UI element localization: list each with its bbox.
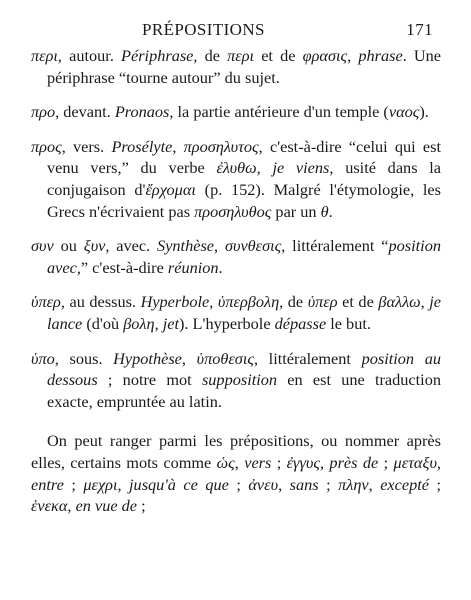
closing-text: ; (428, 474, 441, 494)
greek-word: ἔρχομαι (145, 179, 196, 199)
greek-word: βαλλω (378, 292, 421, 312)
entry-text: , devant. (55, 102, 115, 122)
italic-text: jusqu'à ce que (129, 474, 229, 494)
entry-hyper (31, 291, 441, 334)
greek-word: μεχρι (83, 474, 118, 494)
entry-term: Hypothèse (113, 348, 182, 368)
entry-text: , la partie antérieure d'un temple ( (169, 102, 389, 122)
entry-text: . (218, 257, 223, 277)
greek-word: ὑπερβολη (217, 292, 280, 312)
italic-text: excepté (380, 474, 429, 494)
closing-text: , (67, 496, 76, 516)
closing-text: On peut ranger parmi les prépositions, ou nommer après elles, certains mots comme (31, 431, 441, 472)
entry-text: , littéralement “ (281, 236, 389, 256)
entry-text: , autour. (57, 46, 122, 65)
closing-text: , (117, 474, 130, 494)
entry-text: , au dessus. (60, 292, 141, 312)
greek-word: περι (227, 46, 255, 65)
italic-text: phrase (358, 46, 403, 65)
entry-text: (p. 152). Malgré l'étymologie, les Grecs n'écrivaient pas (47, 179, 441, 221)
closing-text: , (368, 474, 381, 494)
entry-text: , (420, 292, 430, 312)
greek-word: ὑπο (31, 348, 55, 368)
greek-word: ὡς (216, 452, 235, 472)
closing-text: , (234, 452, 245, 472)
page-number: 171 (406, 20, 433, 39)
entry-text: le but. (326, 313, 371, 333)
closing-text: , (278, 474, 290, 494)
page-title: PRÉPOSITIONS (142, 20, 265, 39)
greek-word: ἀνευ (248, 474, 279, 494)
entry-text: , (181, 348, 197, 368)
greek-word: ἐλυθω (216, 158, 257, 178)
greek-word: προσηλυθος (194, 201, 272, 221)
italic-text: je lance (47, 292, 441, 333)
entry-text: , littéralement (253, 348, 362, 368)
italic-text: position avec, (47, 236, 441, 277)
greek-word: ξυν (83, 236, 106, 256)
entry-text: . (328, 201, 333, 221)
entry-text: . Une périphrase “tourne autour” du sujet. (47, 46, 442, 87)
greek-word: ὑπερ (307, 292, 338, 312)
italic-text: je viens (272, 158, 330, 178)
greek-word: βολη (123, 313, 155, 333)
closing-paragraph (31, 430, 441, 516)
entry-term: Périphrase (121, 46, 194, 65)
greek-word: ὑπερ (31, 292, 61, 312)
greek-word: συνθεσις (224, 236, 282, 256)
entry-text: , (256, 158, 273, 178)
greek-word: θ (320, 201, 329, 221)
entry-text: , (172, 136, 184, 156)
italic-text: en vue de (75, 496, 138, 516)
entry-term: Synthèse (157, 236, 215, 256)
entry-text: , usité dans la conjugaison d' (47, 158, 442, 199)
closing-text: ; (378, 452, 394, 472)
entry-text: , vers. (61, 136, 112, 156)
greek-word: ἐγγυς (286, 452, 320, 472)
entry-peri (31, 45, 441, 88)
greek-word: ναος (388, 102, 420, 122)
entry-text: , (214, 236, 225, 256)
entry-text: ou (53, 236, 84, 256)
entry-text: et de (254, 46, 303, 65)
entry-text: ). L'hyperbole (179, 313, 275, 333)
italic-text: position au dessous (47, 348, 441, 390)
entry-term: Prosélyte (111, 136, 173, 156)
entry-text: ; notre mot (97, 370, 202, 390)
greek-word: περι (31, 46, 58, 65)
entry-text: , (154, 313, 163, 333)
greek-word: φρασις (302, 46, 348, 65)
closing-text: , (436, 452, 441, 472)
entry-hypo (31, 348, 441, 413)
greek-word: πλην (338, 474, 369, 494)
greek-word: ἑνεκα (31, 496, 68, 516)
entry-text: , de (279, 292, 308, 312)
closing-text: ; (318, 474, 339, 494)
greek-word: μεταξυ (393, 452, 437, 472)
greek-word: προ (31, 102, 56, 122)
entry-text: , c'est-à-dire “celui qui est venu vers,” du verbe (47, 136, 442, 178)
running-header (50, 20, 433, 42)
entry-text: , (347, 46, 359, 65)
entry-text: , sous. (54, 348, 114, 368)
greek-word: συν (31, 236, 54, 256)
italic-text: sans (289, 474, 319, 494)
greek-word: προς (31, 136, 62, 156)
entry-syn (31, 235, 441, 278)
entry-text: ). (419, 102, 429, 122)
entry-text: (d'où (82, 313, 124, 333)
closing-text: ; (63, 474, 84, 494)
closing-text: ; (271, 452, 287, 472)
closing-text: ; (137, 496, 146, 516)
greek-word: προσηλυτος (183, 136, 259, 156)
italic-text: entre (31, 474, 64, 494)
italic-text: jet (162, 313, 179, 333)
closing-text: ; (228, 474, 249, 494)
italic-text: supposition (201, 370, 278, 390)
closing-text: , (319, 452, 330, 472)
entry-term: Pronaos (114, 102, 170, 122)
entry-pros (31, 136, 441, 222)
entry-text: en est une traduction exacte, empruntée au latin. (47, 370, 441, 411)
entry-text: par un (271, 201, 321, 221)
greek-word: ὑποθεσις (196, 348, 254, 368)
entry-text: , (209, 292, 218, 312)
italic-text: près de (329, 452, 379, 472)
entry-term: Hyperbole (140, 292, 210, 312)
italic-text: vers (244, 452, 272, 472)
italic-text: réunion (167, 257, 219, 277)
page-body (31, 45, 441, 517)
entry-pro (31, 101, 441, 123)
entry-text: , avec. (105, 236, 158, 256)
italic-text: dépasse (274, 313, 327, 333)
entry-text: , de (193, 46, 228, 65)
entry-text: ” c'est-à-dire (80, 257, 168, 277)
entry-text: et de (337, 292, 379, 312)
